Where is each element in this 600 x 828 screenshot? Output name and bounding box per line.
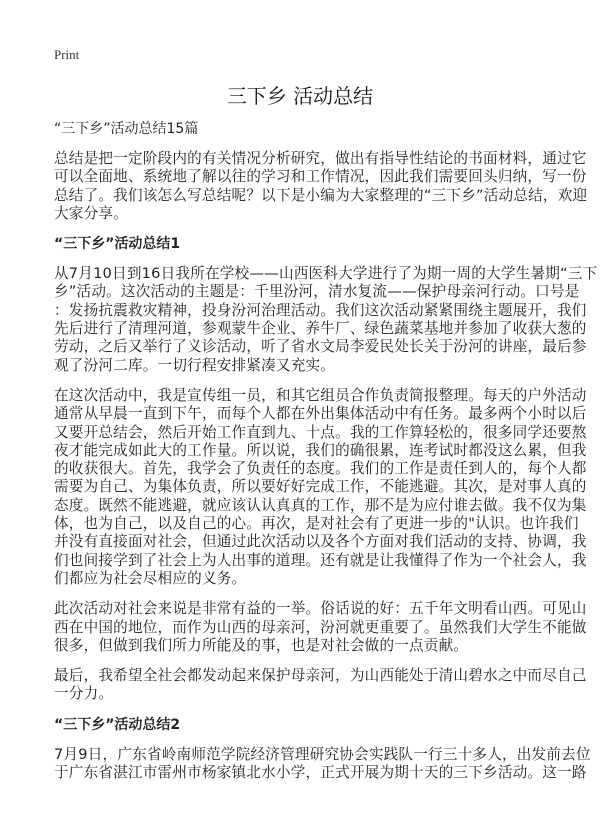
paragraph (54, 265, 598, 375)
text-line: 西在中国的地位，而作为山西的母亲河，汾河就更重要了。虽然我们大学生不能做 (54, 618, 587, 636)
text-line: 在这次活动中，我是宣传组一员，和其它组员合作负责简报整理。每天的户外活动 (54, 386, 587, 404)
text-line: 们也间接学到了社会上为人出事的道理。还有就是让我懂得了作为一个社会人，我 (54, 551, 587, 569)
text-line: 态度。既然不能逃避，就应该认认真真的工作，那不是为应付谁去做。我不仅为集 (54, 496, 587, 514)
text-line: 并没有直接面对社会，但通过此次活动以及各个方面对我们活动的支持、协调，我 (54, 533, 587, 551)
text-line: 最后，我希望全社会都发动起来保护母亲河，为山西能处于清山碧水之中而尽自己 (54, 667, 587, 685)
section-heading: “三下乡”活动总结2 (54, 716, 181, 733)
text-line: 7月9日，广东省岭南师范学院经济管理研究协会实践队一行三十多人，出发前去位 (54, 745, 591, 763)
text-line: 总结是把一定阶段内的有关情况分析研究，做出有指导性结论的书面材料，通过它 (54, 150, 587, 167)
text-line: ：发扬抗震救灾精神，投身汾河治理活动。我们这次活动紧紧围绕主题展开，我们 (54, 301, 587, 319)
document-body (54, 120, 598, 794)
text-line: 们都应为社会尽相应的义务。 (54, 569, 247, 587)
paragraph (54, 386, 587, 588)
text-line: 于广东省湛江市雷州市杨家镇北水小学，正式开展为期十天的三下乡活动。这一路 (54, 764, 587, 782)
text-line: 观了汾河二库。一切行程安排紧凑又充实。 (54, 356, 336, 374)
paragraph (54, 745, 591, 783)
section-heading: “三下乡”活动总结1 (54, 236, 181, 253)
text-line: 通常从早晨一直到下午，而每个人都在外出集体活动中有任务。最多两个小时以后 (54, 405, 587, 423)
text-line: 可以全面地、系统地了解以往的学习和工作情况，因此我们需要回头归纳，写一份 (54, 168, 587, 186)
text-line: 需要为自己、为集体负责，所以要好好完成工作，不能逃避。其次，是对事人真的 (54, 478, 587, 496)
paragraph (54, 667, 587, 704)
text-line: 夜才能完成如此大的工作量。所以说，我们的确很累，连考试时都没这么累，但我 (54, 441, 587, 459)
paragraph (54, 600, 587, 655)
text-line: 乡”活动。这次活动的主题是：千里汾河，清水复流——保护母亲河行动。口号是 (54, 283, 580, 301)
text-line: 体，也为自己，以及自己的心。再次，是对社会有了更进一步的"认识。也许我们 (54, 515, 579, 533)
text-line: 又要开总结会，然后开始工作直到九、十点。我的工作算轻松的，很多同学还要熬 (54, 423, 587, 441)
text-line: 先后进行了清理河道，参观蒙牛企业、养牛厂、绿色蔬菜基地并参加了收获大葱的 (54, 320, 587, 338)
text-line: 劳动，之后又举行了义诊活动，听了省水文局李爱民处长关于汾河的讲座，最后参 (54, 338, 587, 356)
document-subtitle: “三下乡”活动总结15篇 (54, 121, 199, 137)
print-link[interactable]: Print (54, 47, 80, 62)
intro-paragraph (54, 150, 588, 223)
text-line: 的收获很大。首先，我学会了负责任的态度。我们的工作是责任到人的，每个人都 (54, 460, 587, 478)
text-line: 此次活动对社会来说是非常有益的一举。俗话说的好：五千年文明看山西。可见山 (54, 600, 587, 618)
text-line: 一分力。 (54, 685, 114, 703)
page-title: 三下乡 活动总结 (226, 84, 374, 108)
text-line: 大家分享。 (54, 204, 128, 222)
text-line: 总结了。我们该怎么写总结呢？以下是小编为大家整理的“三下乡”活动总结，欢迎 (54, 186, 588, 204)
text-line: 很多，但做到我们所力所能及的事，也是对社会做的一点贡献。 (54, 636, 469, 654)
text-line: 从7月10日到16日我所在学校——山西医科大学进行了为期一周的大学生暑期“三下 (54, 265, 598, 283)
